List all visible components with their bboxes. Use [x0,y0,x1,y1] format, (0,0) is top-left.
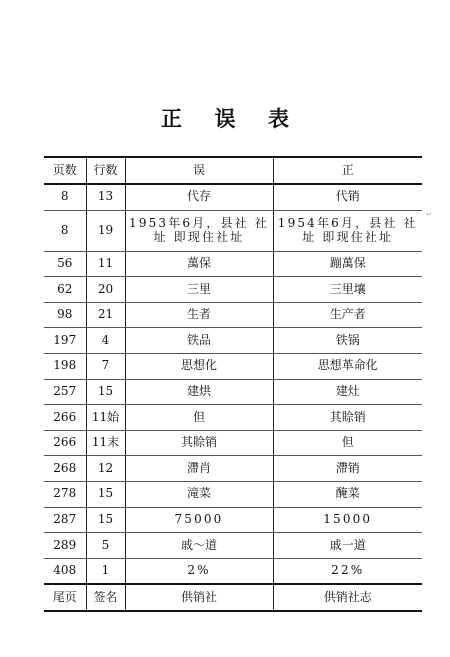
cell-page: 266 [44,405,86,431]
cell-right: 三里壤 [273,277,422,303]
cell-line: 15 [86,481,125,507]
cell-page: 287 [44,507,86,533]
cell-page: 257 [44,379,86,405]
errata-table [44,156,422,612]
cell-right: 滯销 [273,456,422,482]
cell-right: 但 [273,430,422,456]
table-row [44,558,422,584]
cell-right: 建灶 [273,379,422,405]
table-row [44,430,422,456]
cell-page: 268 [44,456,86,482]
cell-page: 289 [44,533,86,559]
cell-wrong: 其賒销 [125,430,273,456]
cell-wrong: 萬保 [125,251,273,277]
header-line: 行数 [86,157,125,184]
table-row [44,481,422,507]
cell-line: 15 [86,379,125,405]
page-title: 正 误 表 [160,106,302,131]
cell-wrong: 2% [125,558,273,584]
cell-right: 15000 [273,507,422,533]
cell-line: 11末 [86,430,125,456]
cell-line: 11始 [86,405,125,431]
cell-line: 21 [86,302,125,328]
cell-right: 代销 [273,184,422,210]
table-row [44,328,422,354]
cell-line: 12 [86,456,125,482]
cell-line: 4 [86,328,125,354]
cell-right: 22% [273,558,422,584]
cell-wrong: 三里 [125,277,273,303]
cell-line: 13 [86,184,125,210]
table-row [44,302,422,328]
cell-line: 15 [86,507,125,533]
cell-wrong: 代存 [125,184,273,210]
cell-right: 铁锅 [273,328,422,354]
table-header-row [44,157,422,184]
cell-wrong: 建烘 [125,379,273,405]
table-row [44,184,422,210]
cell-page: 98 [44,302,86,328]
table-row [44,210,422,251]
cell-right: 思想革命化 [273,353,422,379]
cell-line: 签名 [86,584,125,611]
cell-wrong: 75000 [125,507,273,533]
cell-page: 197 [44,328,86,354]
cell-wrong: 滯肖 [125,456,273,482]
header-page: 页数 [44,157,86,184]
cell-wrong: 思想化 [125,353,273,379]
cell-page: 408 [44,558,86,584]
cell-right: 其賒销 [273,405,422,431]
cell-right: 1954年6月，县社 社址 即现住社址 [273,210,422,251]
cell-page: 266 [44,430,86,456]
cell-page: 278 [44,481,86,507]
cell-wrong: 1953年6月，县社 社址 即现住社址 [125,210,273,251]
table-row [44,277,422,303]
cell-line: 5 [86,533,125,559]
cell-wrong: 铁品 [125,328,273,354]
cell-line: 1 [86,558,125,584]
header-wrong: 误 [125,157,273,184]
table-row [44,584,422,611]
cell-wrong: 生者 [125,302,273,328]
cell-line: 11 [86,251,125,277]
cell-page: 8 [44,210,86,251]
cell-wrong: 但 [125,405,273,431]
table-row [44,507,422,533]
header-right: 正 [273,157,422,184]
cell-wrong: 滝菜 [125,481,273,507]
cell-line: 19 [86,210,125,251]
table-row [44,251,422,277]
table-row [44,405,422,431]
cell-page: 62 [44,277,86,303]
cell-right: 戚一道 [273,533,422,559]
cell-page: 56 [44,251,86,277]
cell-page: 8 [44,184,86,210]
cell-line: 20 [86,277,125,303]
cell-right: 蹦萬保 [273,251,422,277]
table-row [44,353,422,379]
cell-wrong: 戚～道 [125,533,273,559]
cell-wrong: 供销社 [125,584,273,611]
cell-page: 198 [44,353,86,379]
cell-page: 尾页 [44,584,86,611]
cell-right: 醃菜 [273,481,422,507]
table-row [44,533,422,559]
table-row [44,456,422,482]
table-row [44,379,422,405]
margin-mark: -· [426,210,432,220]
cell-right: 生产者 [273,302,422,328]
cell-right: 供销社志 [273,584,422,611]
cell-line: 7 [86,353,125,379]
